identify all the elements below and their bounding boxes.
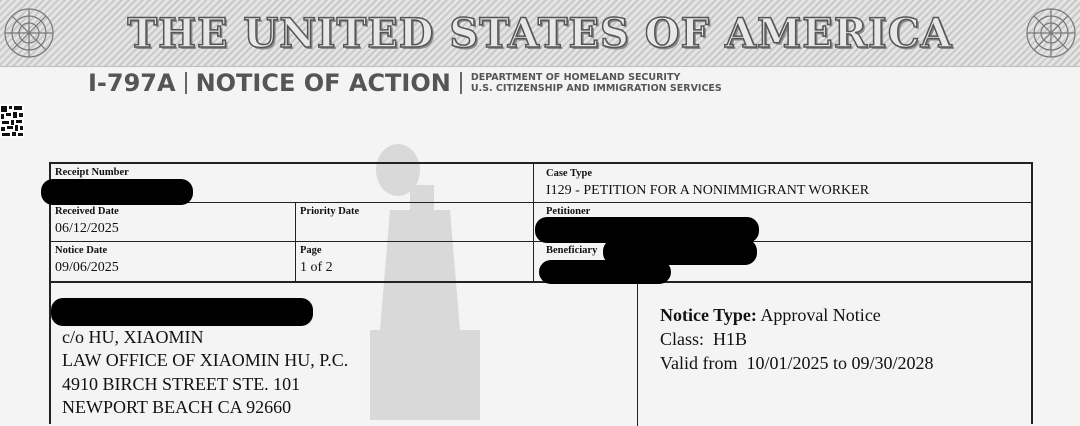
address-line: 4910 BIRCH STREET STE. 101	[62, 374, 301, 394]
received-date-value: 06/12/2025	[55, 221, 119, 236]
notice-date-label: Notice Date	[55, 245, 108, 256]
notice-type-value: Approval Notice	[760, 305, 881, 325]
notice-form-grid	[49, 162, 1033, 424]
banner-title: THE UNITED STATES OF AMERICA	[127, 9, 953, 57]
valid-to-date: 09/30/2028	[851, 353, 934, 373]
rosette-ornament	[1022, 4, 1080, 62]
redaction-bar	[539, 260, 671, 284]
petitioner-label: Petitioner	[546, 206, 591, 217]
header-divider	[185, 72, 187, 94]
header-divider	[460, 72, 462, 94]
valid-to-word: to	[833, 353, 848, 373]
grid-divider	[51, 202, 1031, 203]
grid-divider	[295, 202, 296, 282]
receipt-number-label: Receipt Number	[55, 167, 129, 178]
barcode-icon	[0, 104, 24, 138]
notice-type	[660, 305, 881, 326]
notice-date-value: 09/06/2025	[55, 260, 119, 275]
agency-block	[471, 72, 722, 94]
page-label: Page	[300, 245, 322, 256]
address-line: NEWPORT BEACH CA 92660	[62, 397, 292, 417]
validity-period	[660, 353, 934, 374]
received-date-label: Received Date	[55, 206, 119, 217]
form-title: NOTICE OF ACTION	[195, 69, 451, 97]
banner	[0, 0, 1080, 67]
valid-label: Valid from	[660, 353, 738, 373]
case-type-value: I129 - PETITION FOR A NONIMMIGRANT WORKER	[546, 183, 870, 198]
page-value: 1 of 2	[300, 260, 333, 275]
grid-divider	[51, 281, 1031, 283]
valid-from-date: 10/01/2025	[746, 353, 829, 373]
address-line: c/o HU, XIAOMIN	[62, 327, 204, 347]
priority-date-label: Priority Date	[300, 206, 360, 217]
notice-type-label: Notice Type:	[660, 305, 757, 325]
address-line: LAW OFFICE OF XIAOMIN HU, P.C.	[62, 350, 349, 370]
redaction-bar	[51, 298, 313, 326]
form-id: I-797A	[88, 69, 176, 97]
form-header	[88, 68, 722, 98]
beneficiary-label: Beneficiary	[546, 245, 598, 256]
case-type-label: Case Type	[546, 168, 592, 179]
agency-line: U.S. CITIZENSHIP AND IMMIGRATION SERVICES	[470, 83, 722, 94]
agency-line: DEPARTMENT OF HOMELAND SECURITY	[470, 72, 681, 83]
grid-divider	[533, 164, 534, 282]
class-label: Class:	[660, 329, 705, 349]
notice-class	[660, 329, 747, 350]
redaction-bar	[41, 179, 193, 205]
grid-divider	[637, 282, 638, 426]
class-value: H1B	[713, 329, 748, 349]
